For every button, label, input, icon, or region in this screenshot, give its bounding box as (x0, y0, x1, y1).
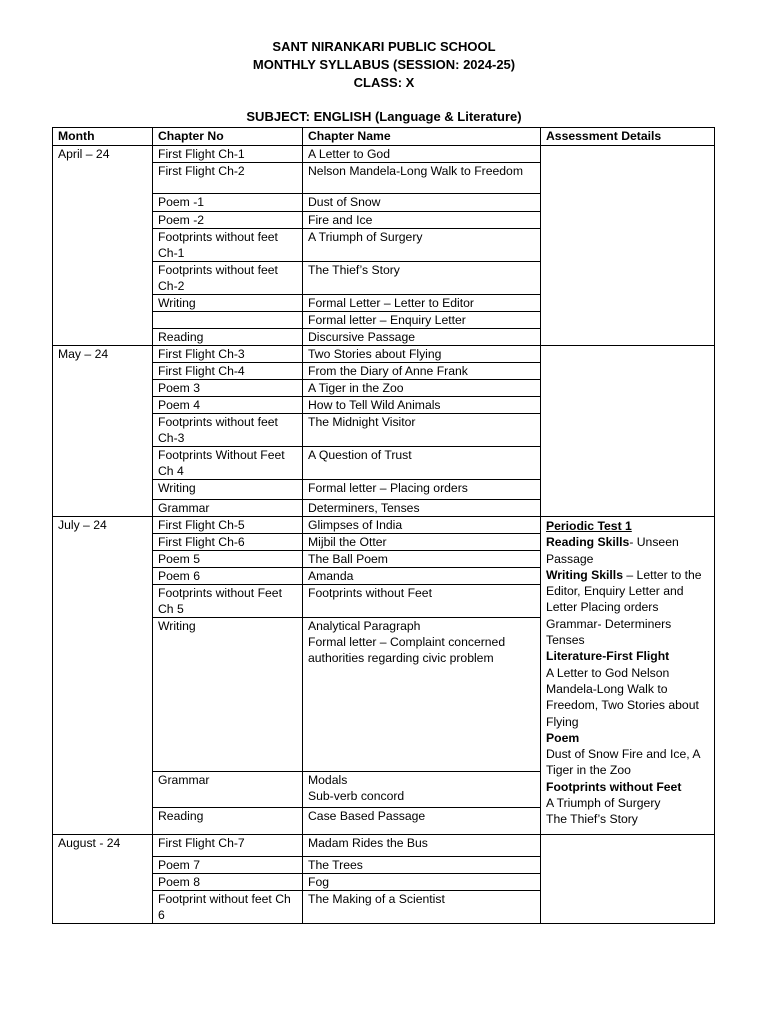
chapter-no-cell: First Flight Ch-6 (153, 534, 303, 551)
chapter-no-cell: Grammar (153, 500, 303, 517)
chapter-no-cell: Footprints Without Feet Ch 4 (153, 447, 303, 480)
chapter-name-cell: The Midnight Visitor (303, 414, 541, 447)
chapter-name-cell: Fire and Ice (303, 212, 541, 229)
chapter-name-line: Sub-verb concord (308, 789, 405, 803)
chapter-no-cell: Grammar (153, 772, 303, 808)
chapter-name-cell: The Trees (303, 857, 541, 874)
subject-label: SUBJECT: ENGLISH (Language & Literature) (246, 109, 522, 124)
month-cell-may: May – 24 (53, 346, 153, 517)
poem-text: Dust of Snow Fire and Ice, A Tiger in the Zoo (546, 747, 700, 778)
chapter-no-cell: Reading (153, 808, 303, 835)
grammar-line: Grammar- Determiners Tenses (546, 616, 672, 648)
chapter-name-line: Modals (308, 773, 348, 787)
chapter-no-cell: Poem 5 (153, 551, 303, 568)
table-row (53, 835, 715, 857)
chapter-name-cell: Fog (303, 874, 541, 891)
footprints-text-2: The Thief’s Story (546, 812, 638, 827)
chapter-name-cell: Discursive Passage (303, 329, 541, 346)
chapter-name-cell: Formal Letter – Letter to Editor (303, 295, 541, 312)
table-row (53, 517, 715, 534)
chapter-name-cell: Amanda (303, 568, 541, 585)
chapter-name-cell: The Thief’s Story (303, 262, 541, 295)
assessment-cell-august (541, 835, 715, 924)
chapter-no-cell: Footprints without Feet Ch 5 (153, 585, 303, 618)
chapter-no-cell: Footprints without feet Ch-1 (153, 229, 303, 262)
reading-skills-line: Reading Skills- Unseen Passage (546, 535, 679, 566)
table-row (53, 346, 715, 363)
assessment-cell-july (541, 517, 715, 835)
chapter-name-cell: Mijbil the Otter (303, 534, 541, 551)
chapter-name-cell: A Letter to God (303, 146, 541, 163)
column-header-chapter-name: Chapter Name (303, 128, 541, 146)
chapter-name-cell: Madam Rides the Bus (303, 835, 541, 857)
poem-label: Poem (546, 730, 580, 745)
chapter-name-cell: Footprints without Feet (303, 585, 541, 618)
table-row (53, 146, 715, 163)
chapter-name-cell (303, 618, 541, 772)
chapter-name-cell: Formal letter – Enquiry Letter (303, 312, 541, 329)
chapter-no-cell: Writing (153, 295, 303, 312)
assessment-cell-may (541, 346, 715, 517)
chapter-name-cell: Nelson Mandela-Long Walk to Freedom (303, 163, 541, 194)
chapter-no-cell: First Flight Ch-2 (153, 163, 303, 194)
chapter-no-cell: Poem 4 (153, 397, 303, 414)
chapter-no-cell: First Flight Ch-7 (153, 835, 303, 857)
chapter-no-cell: First Flight Ch-4 (153, 363, 303, 380)
column-header-month: Month (53, 128, 153, 146)
chapter-no-cell: Writing (153, 480, 303, 500)
writing-skills-line: Writing Skills – Letter to the Editor, Enquiry Letter and Letter Placing orders (546, 567, 702, 615)
school-name: SANT NIRANKARI PUBLIC SCHOOL (272, 39, 496, 54)
chapter-no-cell: Poem 6 (153, 568, 303, 585)
chapter-name-cell: Two Stories about Flying (303, 346, 541, 363)
chapter-no-cell: Poem -2 (153, 212, 303, 229)
class-label: CLASS: X (353, 75, 415, 90)
chapter-no-cell: Poem 7 (153, 857, 303, 874)
table-header-row (53, 128, 715, 146)
footprints-label: Footprints without Feet (546, 779, 682, 794)
chapter-name-cell: From the Diary of Anne Frank (303, 363, 541, 380)
chapter-no-cell: Footprints without feet Ch-3 (153, 414, 303, 447)
chapter-name-line: Analytical Paragraph (308, 619, 421, 633)
chapter-no-cell (153, 312, 303, 329)
chapter-no-cell: Footprint without feet Ch 6 (153, 891, 303, 924)
chapter-no-cell: Poem 8 (153, 874, 303, 891)
chapter-name-cell: A Triumph of Surgery (303, 229, 541, 262)
chapter-no-cell: Reading (153, 329, 303, 346)
chapter-name-cell: How to Tell Wild Animals (303, 397, 541, 414)
chapter-no-cell: First Flight Ch-5 (153, 517, 303, 534)
periodic-test-title: Periodic Test 1 (546, 519, 632, 533)
chapter-name-cell: A Tiger in the Zoo (303, 380, 541, 397)
chapter-name-cell (303, 772, 541, 808)
chapter-name-cell: Dust of Snow (303, 194, 541, 212)
literature-label: Literature-First Flight (546, 649, 670, 664)
month-cell-august: August - 24 (53, 835, 153, 924)
chapter-name-cell: A Question of Trust (303, 447, 541, 480)
column-header-chapter-no: Chapter No (153, 128, 303, 146)
chapter-name-line: Formal letter – Complaint concerned authorities regarding civic problem (308, 635, 506, 665)
chapter-no-cell: Footprints without feet Ch-2 (153, 262, 303, 295)
syllabus-table (52, 127, 715, 924)
month-cell-april: April – 24 (53, 146, 153, 346)
syllabus-title: MONTHLY SYLLABUS (SESSION: 2024-25) (252, 57, 516, 72)
assessment-cell-april (541, 146, 715, 346)
chapter-name-cell: The Making of a Scientist (303, 891, 541, 924)
footprints-text-1: A Triumph of Surgery (546, 796, 661, 811)
chapter-name-cell: The Ball Poem (303, 551, 541, 568)
chapter-no-cell: First Flight Ch-3 (153, 346, 303, 363)
chapter-no-cell: Poem 3 (153, 380, 303, 397)
chapter-name-cell: Determiners, Tenses (303, 500, 541, 517)
month-cell-july: July – 24 (53, 517, 153, 835)
column-header-assessment: Assessment Details (541, 128, 715, 146)
chapter-no-cell: First Flight Ch-1 (153, 146, 303, 163)
literature-text: A Letter to God Nelson Mandela-Long Walk to Freedom, Two Stories about Flying (546, 665, 699, 729)
chapter-no-cell: Writing (153, 618, 303, 772)
chapter-no-cell: Poem -1 (153, 194, 303, 212)
chapter-name-cell: Case Based Passage (303, 808, 541, 835)
chapter-name-cell: Formal letter – Placing orders (303, 480, 541, 500)
chapter-name-cell: Glimpses of India (303, 517, 541, 534)
